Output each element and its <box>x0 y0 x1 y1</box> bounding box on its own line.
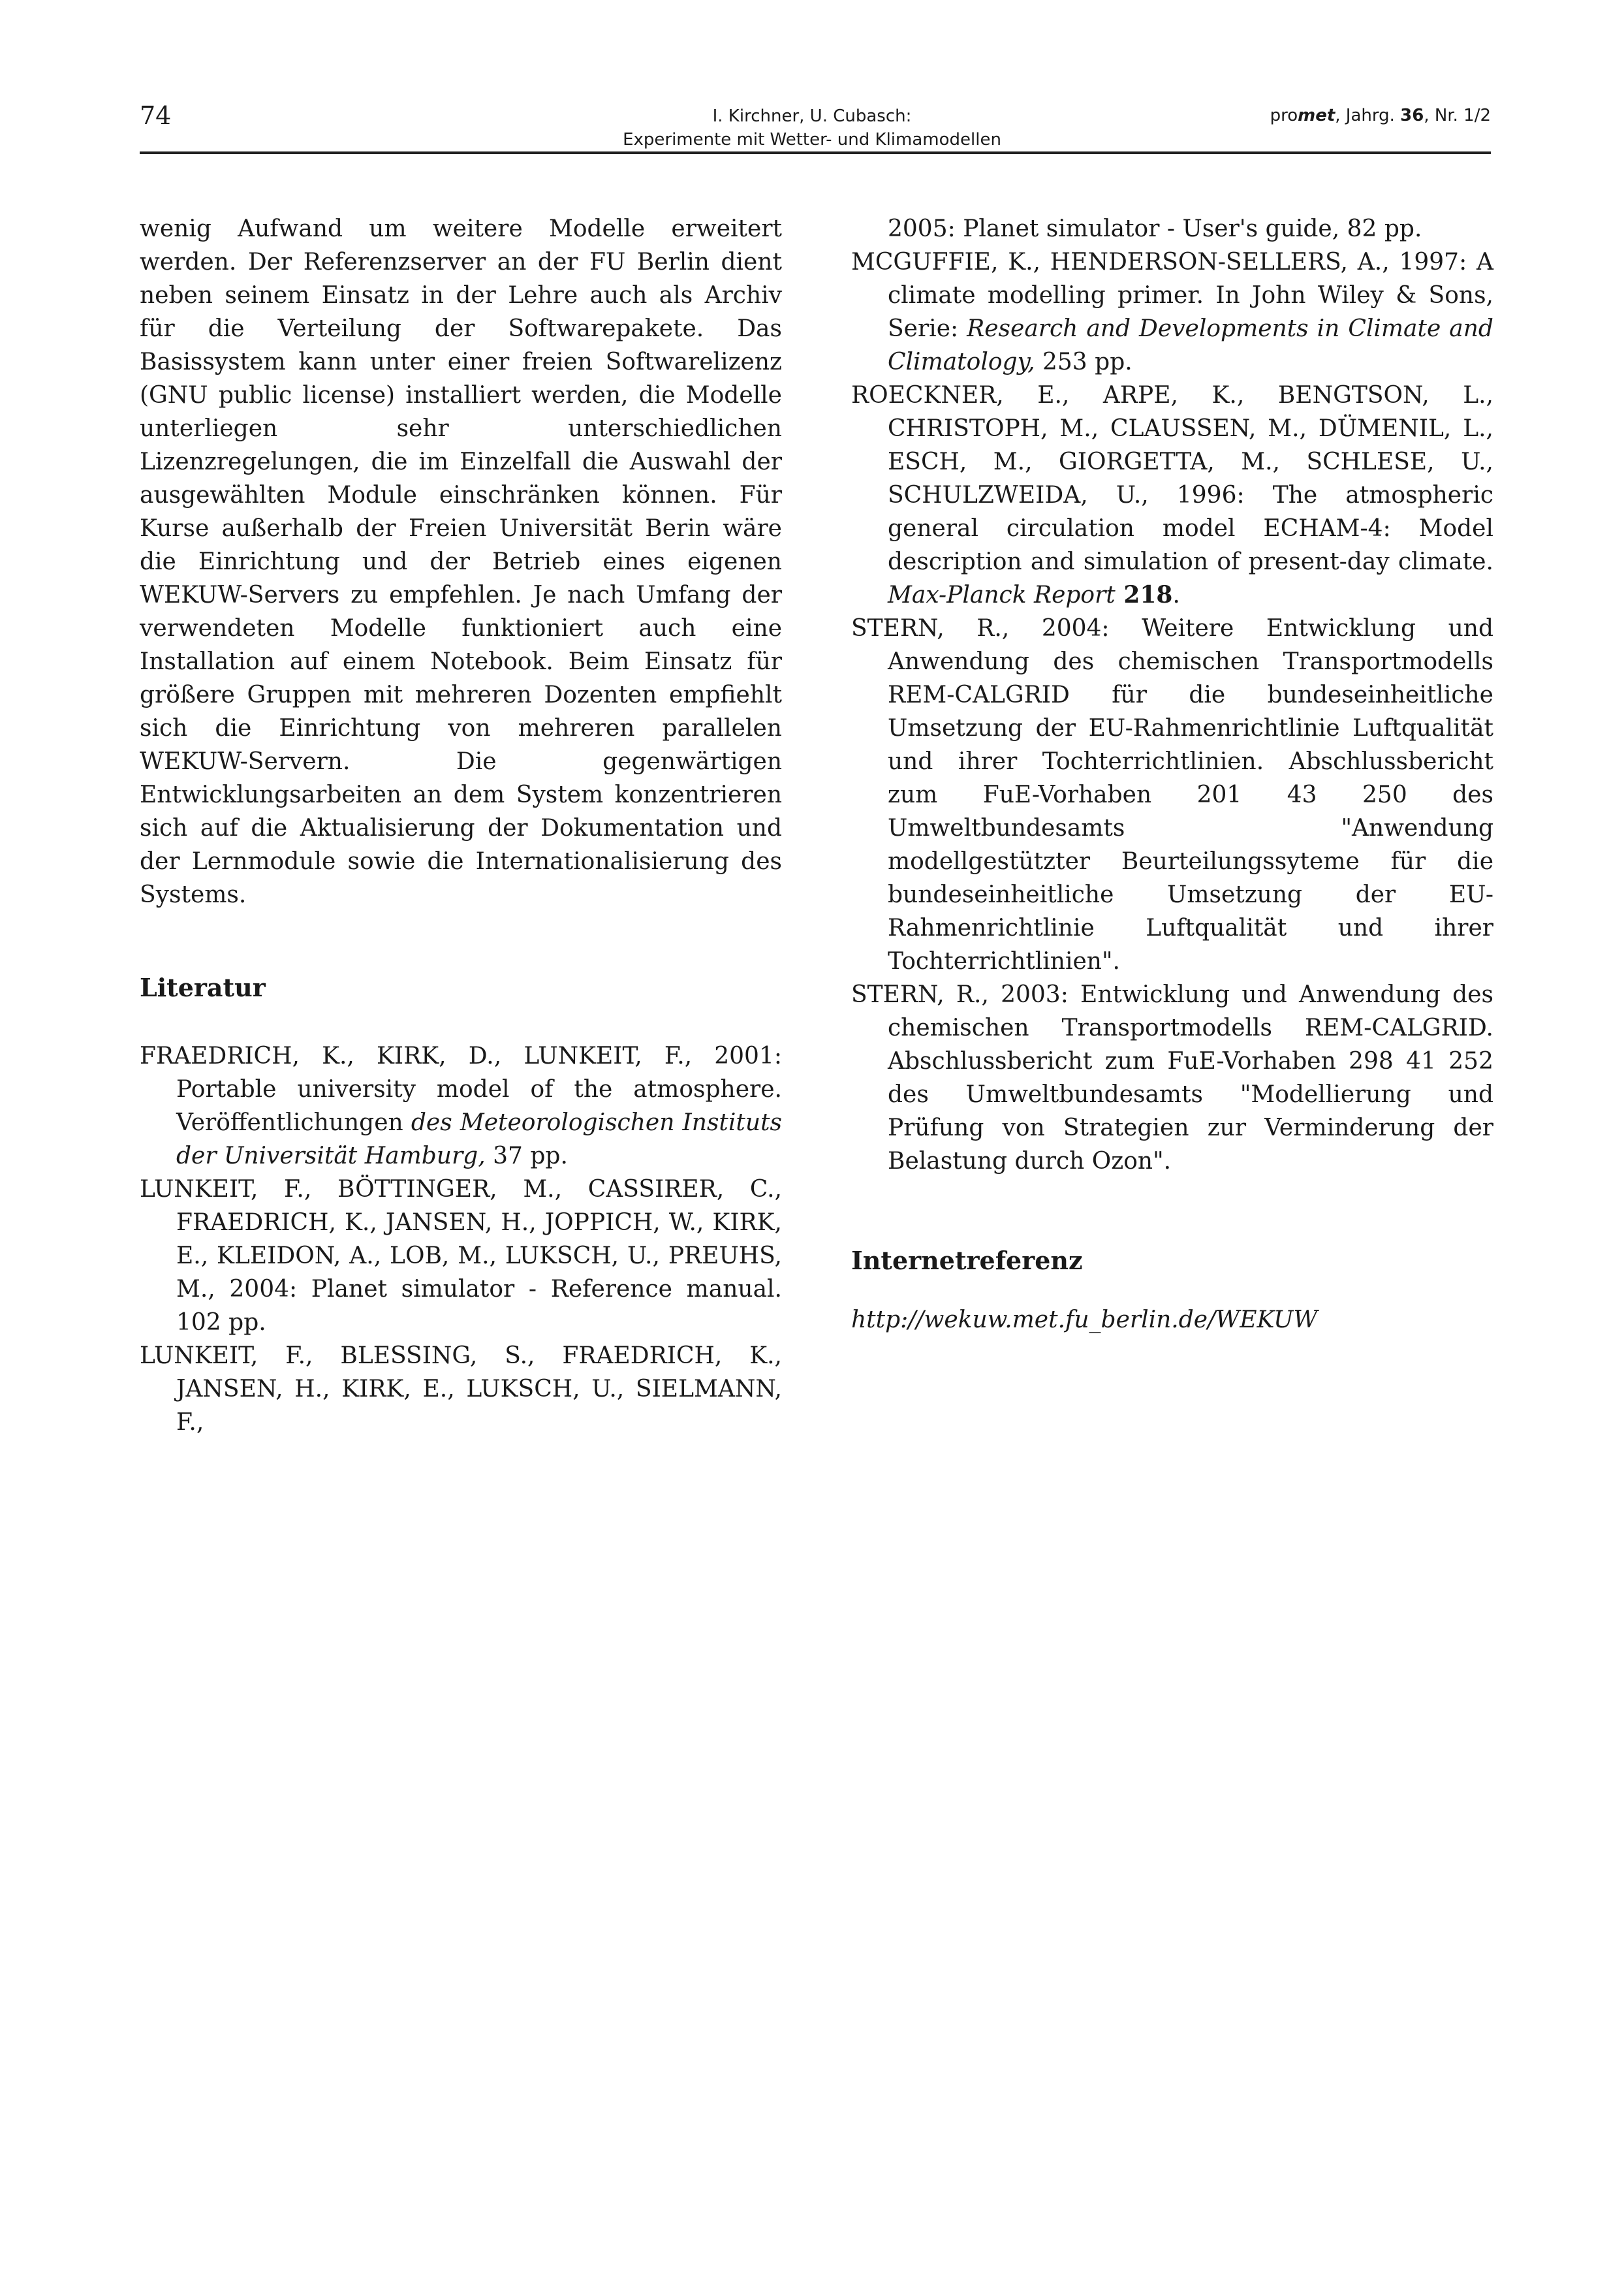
reference-lunkeit-2005-continued: 2005: Planet simulator - User's guide, 82 pp. <box>888 215 1422 242</box>
ref-bold: 218 <box>1115 581 1173 609</box>
reference-lunkeit-2005: LUNKEIT, F., BLESSING, S., FRAEDRICH, K., JANSEN, H., KIRK, E., LUKSCH, U., SIELMANN, F., <box>140 1342 782 1436</box>
ref-text-end: 37 pp. <box>485 1143 568 1169</box>
reference-roeckner-1996 <box>851 379 1493 612</box>
reference-fraedrich-2001 <box>140 1039 782 1173</box>
reference-stern-2003: STERN, R., 2003: Entwicklung und Anwendung des chemischen Transportmodells REM-CALGRID. Abschlussbericht zum FuE-Vorhaben 298 41 252 des Umweltbundesamts "Modellierung und Prüfung von Strategien zur Verminderung der Belastung durch Ozon". <box>851 981 1493 1175</box>
header-rule <box>140 151 1491 154</box>
body-paragraph: wenig Aufwand um weitere Modelle erweitert werden. Der Referenzserver an der FU Berlin dient neben seinem Einsatz in der Lehre auch als Archiv für die Verteilung der Softwarepakete. Das Basissystem kann unter einer freien Softwarelizenz (GNU public license) installiert werden, die Modelle unterliegen sehr unterschiedlichen Lizenzregelungen, die im Einzelfall die Auswahl der ausgewählten Module einschränken können. Für Kurse außerhalb der Freien Universität Berin wäre die Einrichtung und der Betrieb eines eigenen WEKUW-Servers zu empfehlen. Je nach Umfang der verwendeten Modelle funktioniert auch eine Installation auf einem Notebook. Beim Einsatz für größere Gruppen mit mehreren Dozenten empfiehlt sich die Einrichtung von mehreren parallelen WEKUW-Servern. Die gegenwärtigen Entwicklungsarbeiten an dem System konzentrieren sich auf die Aktualisierung der Dokumentation und der Lernmodule sowie die Internationalisierung des Systems. <box>140 215 782 908</box>
journal-mid: , Jahrg. <box>1335 106 1401 125</box>
journal-name-pre: pro <box>1270 106 1298 125</box>
ref-italic: Max-Planck Report <box>888 582 1116 609</box>
right-column <box>851 212 1493 1337</box>
literatur-heading: Literatur <box>140 973 266 1002</box>
journal-name-em: met <box>1298 106 1335 125</box>
ref-text: ROECKNER, E., ARPE, K., BENGTSON, L., CHRISTOPH, M., CLAUSSEN, M., DÜMENIL, L., ESCH, M., GIORGETTA, M., SCHLESE, U., SCHULZWEIDA, U., 1996: The atmospheric general circulation model ECHAM-4: Model description and simulation of present-day climate. <box>851 382 1493 575</box>
header-title: Experimente mit Wetter- und Klimamodellen <box>623 130 1001 150</box>
journal-issue: , Nr. 1/2 <box>1424 106 1491 125</box>
ref-text-end: 253 pp. <box>1035 349 1132 375</box>
reference-lunkeit-2004: LUNKEIT, F., BÖTTINGER, M., CASSIRER, C., FRAEDRICH, K., JANSEN, H., JOPPICH, W., KIRK, E., KLEIDON, A., LOB, M., LUKSCH, U., PREUHS, M., 2004: Planet simulator - Reference manual. 102 pp. <box>140 1176 782 1336</box>
reference-stern-2004: STERN, R., 2004: Weitere Entwicklung und Anwendung des chemischen Transportmodells REM-CALGRID für die bundeseinheitliche Umsetzung der EU-Rahmenrichtlinie Luftqualität und ihrer Tochterrichtlinien. Abschlussbericht zum FuE-Vorhaben 201 43 250 des Umweltbundesamts "Anwendung modellgestützter Beurteilungssyteme für die bundeseinheitliche Umsetzung der EU-Rahmenrichtlinie Luftqualität und ihrer Tochterrichtlinien". <box>851 615 1493 975</box>
internet-heading: Internetreferenz <box>851 1246 1083 1275</box>
ref-italic: des Meteorologischen Instituts der Universität Hamburg, <box>176 1109 783 1169</box>
page-number: 74 <box>140 101 172 130</box>
journal-info <box>1270 106 1491 125</box>
ref-text: FRAEDRICH, K., KIRK, D., LUNKEIT, F., 2001: Portable university model of the atmosphere. Veröffentlichungen <box>140 1043 782 1136</box>
internet-reference-link[interactable]: http://wekuw.met.fu_berlin.de/WEKUW <box>851 1306 1318 1333</box>
reference-mcguffie-1997 <box>851 245 1493 379</box>
ref-text: MCGUFFIE, K., HENDERSON-SELLERS, A., 1997: A climate modelling primer. In John Wiley & Sons, Serie: <box>851 249 1493 342</box>
header-authors: I. Kirchner, U. Cubasch: <box>712 106 912 126</box>
left-column <box>140 212 782 1439</box>
ref-text-end: . <box>1172 582 1180 609</box>
journal-volume: 36 <box>1400 106 1424 125</box>
ref-italic: Research and Developments in Climate and Climatology, <box>888 315 1493 375</box>
